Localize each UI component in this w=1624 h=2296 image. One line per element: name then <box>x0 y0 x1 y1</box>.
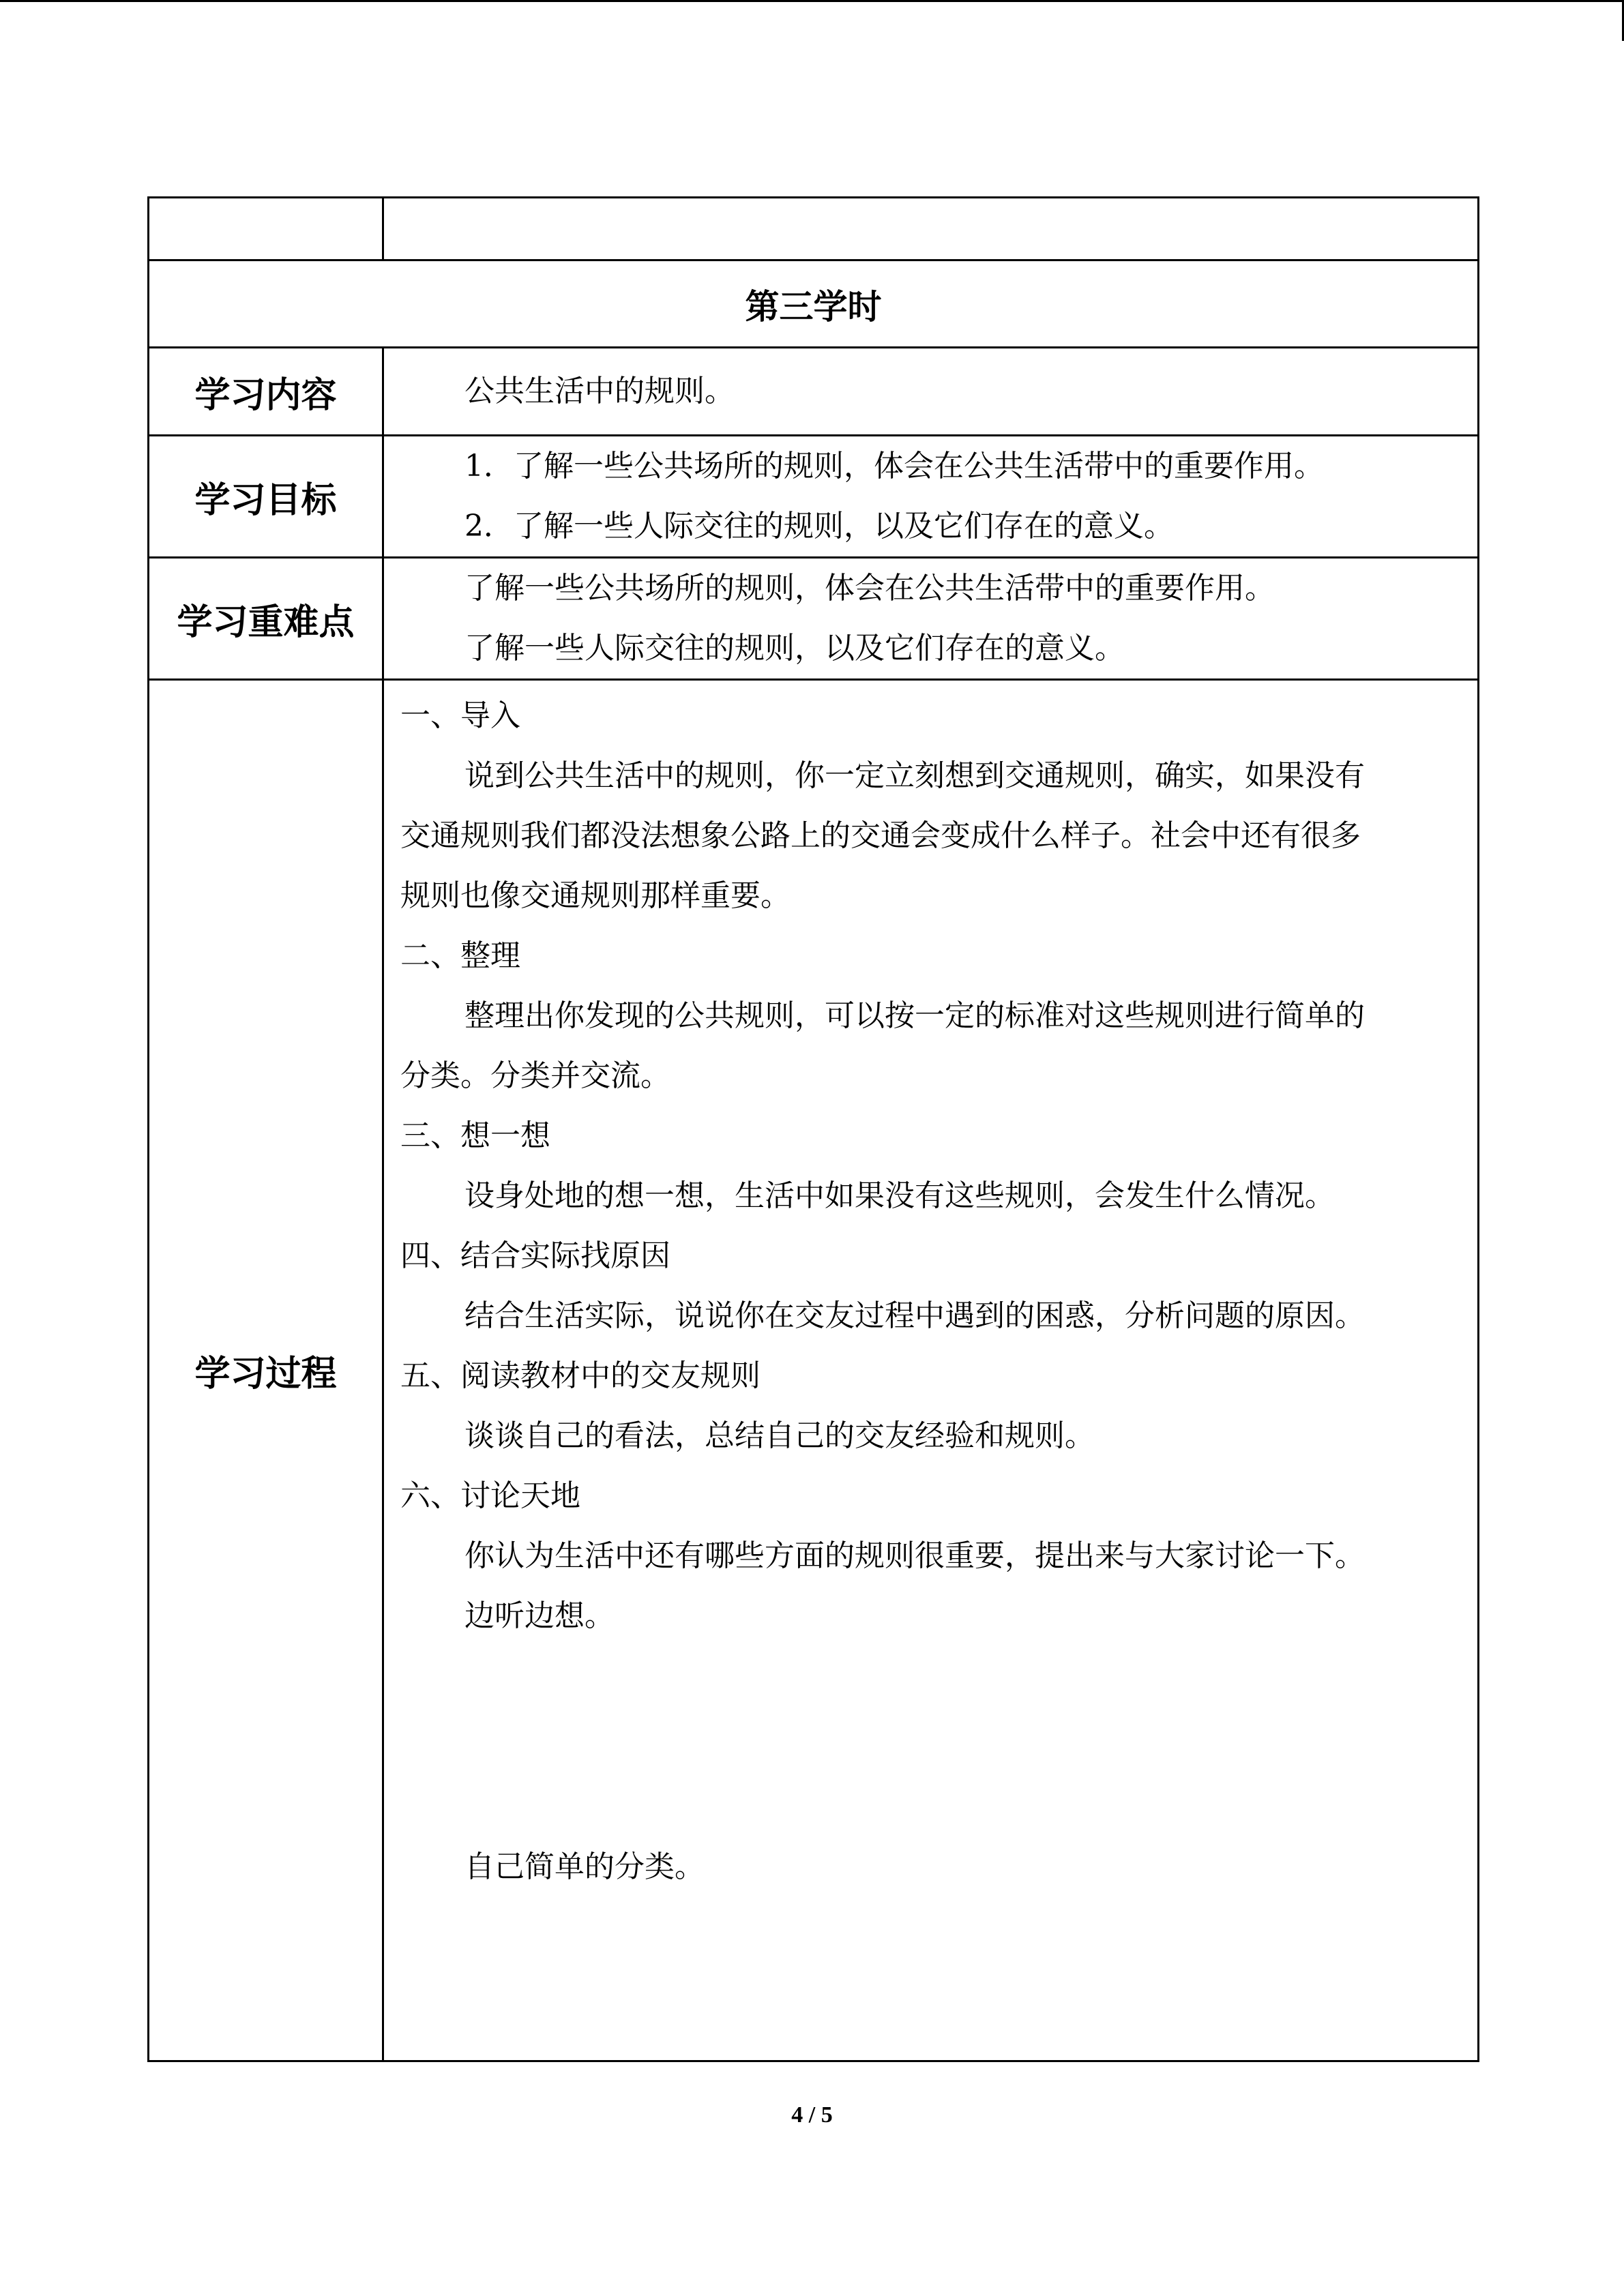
paragraph-line: 交通规则我们都没法想象公路上的交通会变成什么样子。社会中还有很多 <box>400 818 1361 853</box>
empty-cell-left <box>149 198 383 260</box>
paragraph-line: 自己简单的分类。 <box>464 1849 705 1884</box>
key-points-row <box>149 558 1479 680</box>
process-cell <box>383 680 1479 2061</box>
lesson-plan-table <box>147 196 1479 2062</box>
paragraph-line: 分类。分类并交流。 <box>400 1058 670 1093</box>
section-heading: 五、阅读教材中的交友规则 <box>400 1358 761 1393</box>
process-row <box>149 680 1479 2061</box>
blank-space <box>384 1646 1477 1837</box>
content-cell <box>383 348 1479 436</box>
section-heading: 六、讨论天地 <box>400 1478 580 1513</box>
paragraph-line: 设身处地的想一想，生活中如果没有这些规则，会发生什么情况。 <box>464 1178 1335 1213</box>
goals-label: 学习目标 <box>149 436 383 558</box>
section-heading: 一、导入 <box>400 698 520 733</box>
process-label: 学习过程 <box>149 680 383 2061</box>
page-number: 4 / 5 <box>791 2102 833 2128</box>
content-label: 学习内容 <box>149 348 383 436</box>
empty-cell-right <box>383 198 1479 260</box>
section-heading: 三、想一想 <box>400 1118 550 1153</box>
goal-item: 1．了解一些公共场所的规则，体会在公共生活带中的重要作用。 <box>464 449 1324 483</box>
key-point-item: 了解一些人际交往的规则，以及它们存在的意义。 <box>464 631 1125 666</box>
section-heading: 二、整理 <box>400 938 520 973</box>
goals-row <box>149 436 1479 558</box>
paragraph-line: 整理出你发现的公共规则，可以按一定的标准对这些规则进行简单的 <box>464 998 1365 1033</box>
key-points-label: 学习重难点 <box>149 558 383 680</box>
paragraph-line: 规则也像交通规则那样重要。 <box>400 878 791 913</box>
blank-space <box>384 1897 1477 1983</box>
goals-cell <box>383 436 1479 558</box>
top-border-line <box>0 0 1624 2</box>
section-heading: 四、结合实际找原因 <box>400 1238 670 1273</box>
lesson-heading: 第三学时 <box>149 260 1479 348</box>
goal-item: 2．了解一些人际交往的规则，以及它们存在的意义。 <box>464 509 1174 543</box>
content-row <box>149 348 1479 436</box>
key-points-cell <box>383 558 1479 680</box>
content-text: 公共生活中的规则。 <box>464 374 735 408</box>
paragraph-line: 你认为生活中还有哪些方面的规则很重要，提出来与大家讨论一下。 <box>464 1538 1365 1573</box>
paragraph-line: 结合生活实际，说说你在交友过程中遇到的困惑，分析问题的原因。 <box>464 1298 1365 1333</box>
paragraph-line: 谈谈自己的看法，总结自己的交友经验和规则。 <box>464 1418 1095 1453</box>
paragraph-line: 边听边想。 <box>464 1598 615 1633</box>
heading-row <box>149 260 1479 348</box>
key-point-item: 了解一些公共场所的规则，体会在公共生活带中的重要作用。 <box>464 571 1275 606</box>
empty-top-row <box>149 198 1479 260</box>
paragraph-line: 说到公共生活中的规则，你一定立刻想到交通规则，确实，如果没有 <box>464 758 1365 793</box>
